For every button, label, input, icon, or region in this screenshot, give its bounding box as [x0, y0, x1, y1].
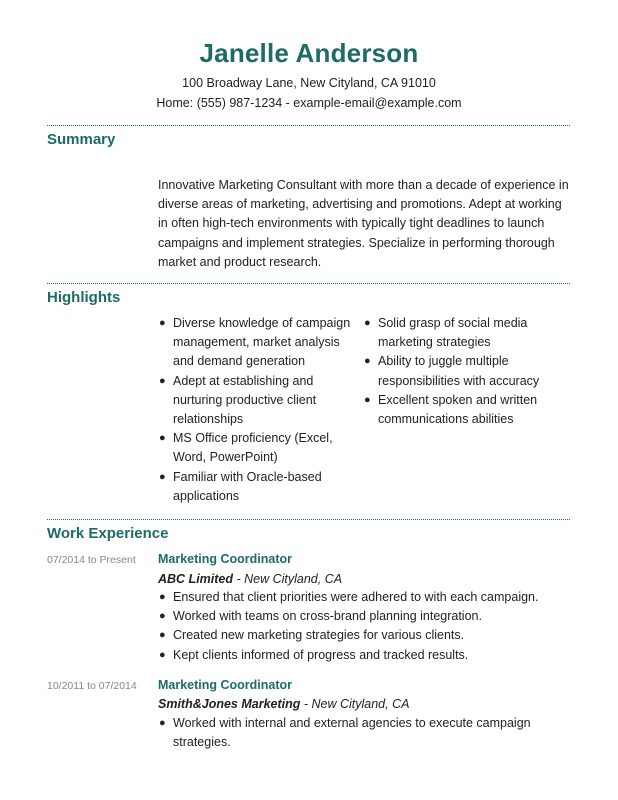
- address-line: 100 Broadway Lane, New Cityland, CA 91010: [182, 76, 436, 90]
- list-item: ● Adept at establishing and nurturing productive client relationships: [159, 373, 317, 427]
- list-item: ● Excellent spoken and written communications abilities: [364, 392, 538, 427]
- highlights-left-list: [158, 314, 358, 506]
- summary-heading: Summary: [47, 131, 116, 148]
- list-item: ● Ability to juggle multiple responsibilities with accuracy: [364, 354, 540, 388]
- contact-line: Home: (555) 987-1234 - example-email@example.com: [156, 96, 462, 110]
- list-item: ● MS Office proficiency (Excel, Word, PowerPoint): [159, 431, 333, 465]
- list-item: ● Worked with internal and external agencies to execute campaign strategies.: [159, 716, 531, 750]
- list-item: ● Created new marketing strategies for various clients.: [159, 628, 465, 643]
- job-company: ABC Limited - New Cityland, CA: [158, 572, 343, 586]
- summary-text: Innovative Marketing Consultant with more than a decade of experience in diverse areas of marketing, advertising and promotions. Adept at working in often high-tech environments with typically tight deadlines to launch campaigns and implement strategies. Specialize in performing thorough market and product research.: [158, 178, 569, 269]
- highlights-right-list: [363, 314, 563, 429]
- job-duties-list: [158, 588, 570, 665]
- job-company: Smith&Jones Marketing - New Cityland, CA: [158, 697, 410, 711]
- list-item: ● Diverse knowledge of campaign management, market analysis and demand generation: [159, 316, 351, 369]
- candidate-name: Janelle Anderson: [199, 38, 419, 68]
- job-duties-list: [158, 714, 570, 752]
- experience-heading: Work Experience: [47, 525, 169, 542]
- section-divider: [47, 283, 570, 284]
- job-dates: 10/2011 to 07/2014: [47, 680, 137, 692]
- section-divider: [47, 519, 570, 520]
- job-title: Marketing Coordinator: [158, 552, 293, 566]
- job-title: Marketing Coordinator: [158, 678, 293, 692]
- list-item: ● Familiar with Oracle-based applications: [159, 469, 322, 503]
- list-item: ● Kept clients informed of progress and tracked results.: [159, 647, 469, 662]
- list-item: ● Worked with teams on cross-brand planning integration.: [159, 609, 482, 624]
- highlights-heading: Highlights: [47, 289, 121, 306]
- section-divider: [47, 125, 570, 126]
- list-item: ● Ensured that client priorities were adhered to with each campaign.: [159, 590, 539, 604]
- list-item: ● Solid grasp of social media marketing strategies: [364, 316, 528, 350]
- job-dates: 07/2014 to Present: [47, 554, 136, 566]
